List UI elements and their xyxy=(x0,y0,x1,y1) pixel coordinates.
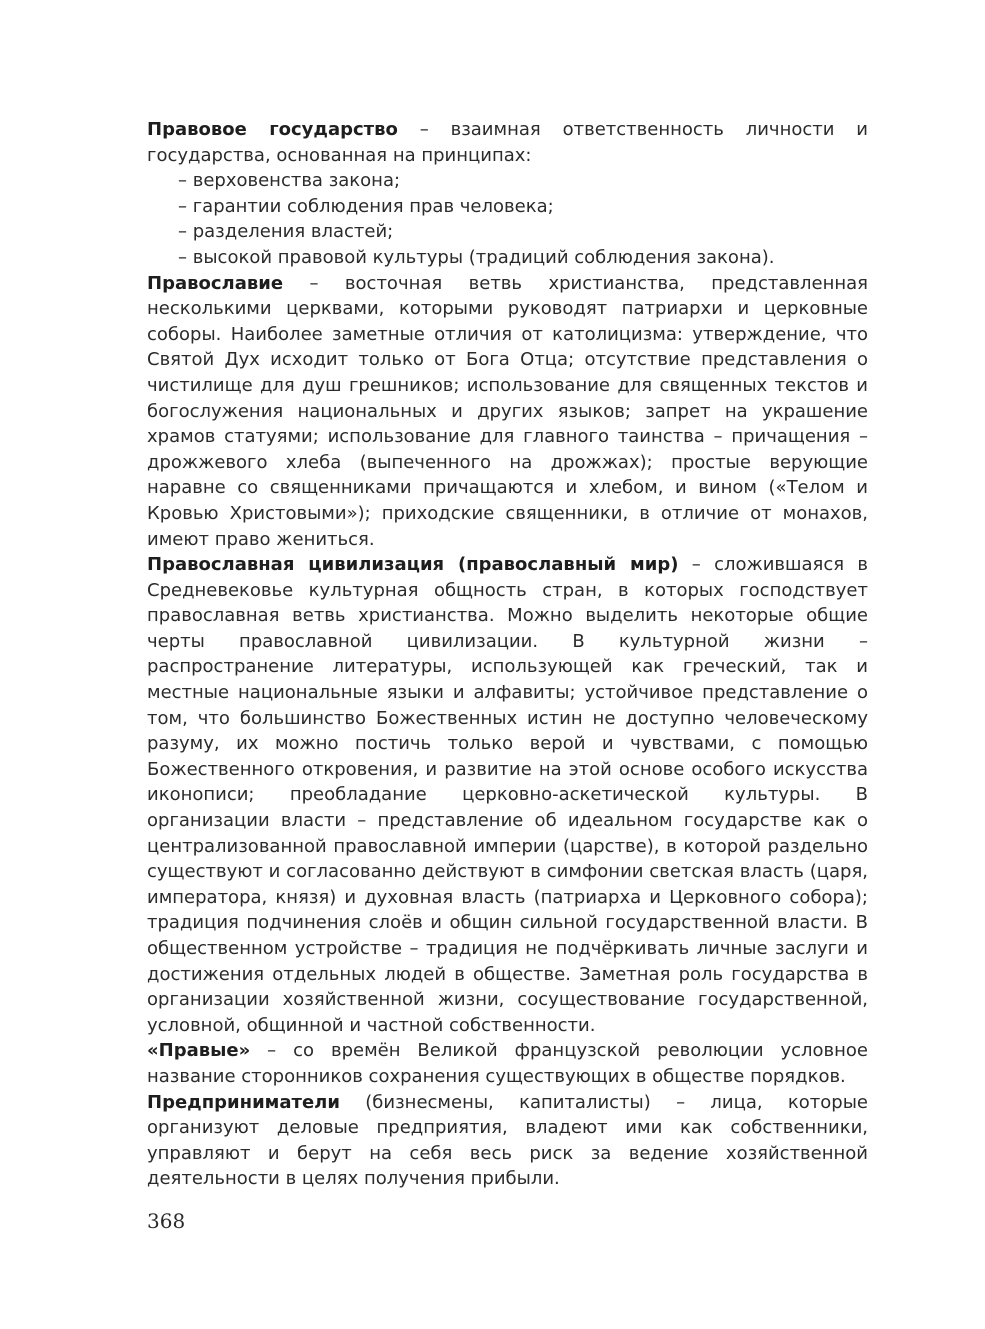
entry-definition: – сложившаяся в Средневековье культурная общность стран, в которых господствует православная ветвь христианства. Можно выделить некоторые общие черты православной цивилизации. В культурной жизни – распространение литературы, использующей как греческий, так и местные национальные языки и алфавиты; устойчивое представление о том, что большинство Божественных истин не доступно человеческому разуму, их можно постичь только верой и чувствами, с помощью Божественного откровения, и развитие на этой основе особого искусства иконописи; преобладание церковно-аскетической культуры. В организации власти – представление об идеальном государстве как о централизованной православной империи (царстве), в которой раздельно существуют и согласованно действуют в симфонии светская власть (царя, императора, князя) и духовная власть (патриарха и Церковного собора); традиция подчинения слоёв и общин сильной государственной власти. В общественном устройстве – традиция не подчёркивать личные заслуги и достижения отдельных людей в обществе. Заметная роль государства в организации хозяйственной жизни, сосуществование государственной, условной, общинной и частной собственности. xyxy=(147,554,868,1036)
list-item: – верховенства закона; xyxy=(178,170,401,192)
page-content xyxy=(147,117,868,1192)
list-item: – гарантии соблюдения прав человека; xyxy=(178,195,554,217)
list-item: – разделения властей; xyxy=(178,221,394,243)
entry-definition: – со времён Великой французской революции условное название сторонников сохранения существующих в обществе порядков. xyxy=(147,1040,868,1087)
entry-pravoslavie xyxy=(147,271,868,553)
entry-pravoslavnaya-civilizaciya xyxy=(147,552,868,1038)
entry-pravye xyxy=(147,1038,868,1089)
entry-term: «Правые» xyxy=(147,1040,251,1062)
entry-term: Предприниматели xyxy=(147,1091,340,1113)
entry-term: Православная цивилизация (православный мир) xyxy=(147,554,679,576)
entry-definition: – восточная ветвь христианства, представленная несколькими церквами, которыми руководят патриархи и церковные соборы. Наиболее заметные отличия от католицизма: утверждение, что Святой Дух исходит только от Бога Отца; отсутствие представления о чистилище для душ грешников; использование для священных текстов и богослужения национальных и других языков; запрет на украшение храмов статуями; использование для главного таинства – причащения – дрожжевого хлеба (выпеченного на дрожжах); простые верующие наравне со священниками причащаются и хлебом, и вином («Телом и Кровью Христовыми»); приходские священники, в отличие от монахов, имеют право жениться. xyxy=(147,272,868,550)
entry-definition: (бизнесмены, капиталисты) – лица, которые организуют деловые предприятия, владеют ими как собственники, управляют и берут на себя весь риск за ведение хозяйственной деятельности в целях получения прибыли. xyxy=(147,1091,868,1190)
entry-definition: – взаимная ответственность личности и государства, основанная на принципах: xyxy=(147,119,869,166)
entry-term: Правовое государство xyxy=(147,119,398,140)
entry-pravovoe-gosudarstvo xyxy=(147,117,868,168)
list-item: – высокой правовой культуры (традиций соблюдения закона). xyxy=(178,246,775,268)
entry-term: Православие xyxy=(147,272,284,294)
page-number: 368 xyxy=(147,1209,186,1233)
principles-list xyxy=(147,168,868,270)
entry-predprinimateli xyxy=(147,1090,868,1192)
